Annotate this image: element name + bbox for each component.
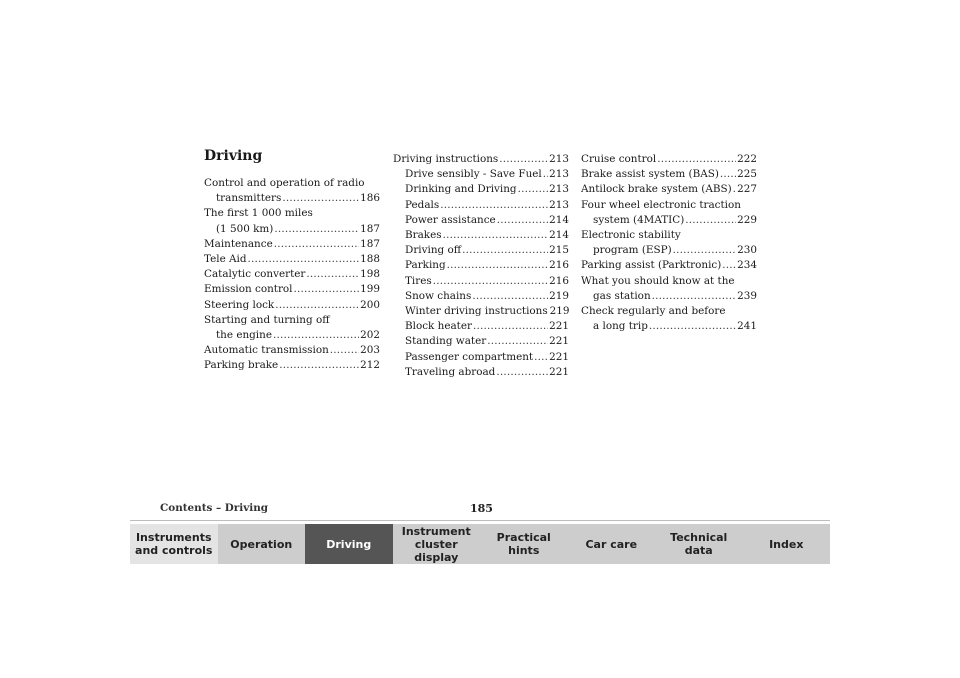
- toc-entry: [581, 274, 757, 289]
- tab-practical-hints[interactable]: Practical hints: [480, 524, 568, 564]
- toc-entry-page: 241: [737, 320, 757, 333]
- dot-leader: [487, 334, 548, 349]
- toc-entry-page: 239: [737, 289, 757, 302]
- toc-entry[interactable]: [393, 289, 569, 304]
- dot-leader: [534, 350, 548, 365]
- toc-entry-page: 215: [549, 244, 569, 257]
- dot-leader: [649, 319, 736, 334]
- toc-entry-title: Passenger compartment: [405, 350, 534, 363]
- toc-entry[interactable]: [204, 328, 380, 343]
- toc-entry[interactable]: [204, 252, 380, 267]
- toc-entry[interactable]: [581, 243, 757, 258]
- toc-entry[interactable]: [393, 334, 569, 349]
- toc-entry-title: Pedals: [405, 198, 440, 211]
- dot-leader: [657, 152, 736, 167]
- toc-entry-page: 221: [549, 335, 569, 348]
- toc-entry-title: The first 1 000 miles: [204, 207, 313, 220]
- dot-leader: [543, 167, 548, 182]
- toc-entry[interactable]: [581, 182, 757, 197]
- toc-entry-title: Control and operation of radio: [204, 177, 365, 189]
- toc-entry[interactable]: [393, 213, 569, 228]
- toc-entry-page: 221: [549, 365, 569, 378]
- toc-entry[interactable]: [393, 152, 569, 167]
- toc-entry-title: Driving off: [405, 244, 462, 257]
- toc-entry-title: Traveling abroad: [405, 365, 496, 378]
- toc-entry[interactable]: [581, 152, 757, 167]
- toc-entry-title: Automatic transmission: [204, 344, 329, 357]
- toc-entry[interactable]: [581, 167, 757, 182]
- dot-leader: [282, 191, 359, 206]
- dot-leader: [733, 182, 737, 197]
- toc-entry-title: Antilock brake system (ABS): [581, 183, 732, 196]
- toc-entry: [204, 176, 380, 191]
- dot-leader: [472, 289, 548, 304]
- toc-entry[interactable]: [204, 343, 380, 358]
- toc-entry-title: Tele Aid: [204, 253, 247, 266]
- dot-leader: [447, 258, 549, 273]
- chapter-tabs: [130, 524, 830, 564]
- toc-entry: [581, 304, 757, 319]
- dot-leader: [496, 365, 548, 380]
- toc-entry-page: 198: [360, 268, 380, 281]
- toc-entry-page: 188: [360, 253, 380, 266]
- toc-entry-title: Standing water: [405, 335, 487, 348]
- dot-leader: [279, 358, 359, 373]
- toc-entry-title: Maintenance: [204, 237, 273, 250]
- dot-leader: [518, 182, 549, 197]
- toc-entry-page: 221: [549, 320, 569, 333]
- tab-technical-data[interactable]: Technical data: [655, 524, 743, 564]
- tab-driving[interactable]: Driving: [305, 524, 393, 564]
- toc-entry-title: (1 500 km): [216, 222, 274, 235]
- toc-entry[interactable]: [393, 198, 569, 213]
- toc-entry[interactable]: [581, 258, 757, 273]
- toc-entry-page: 187: [360, 222, 380, 235]
- tab-index[interactable]: Index: [743, 524, 831, 564]
- toc-entry-page: 199: [360, 283, 380, 296]
- toc-entry[interactable]: [581, 289, 757, 304]
- toc-entry[interactable]: [393, 167, 569, 182]
- dot-leader: [248, 252, 360, 267]
- section-title: Driving: [204, 148, 263, 164]
- dot-leader: [497, 213, 548, 228]
- dot-leader: [443, 228, 549, 243]
- toc-entry-page: 221: [549, 350, 569, 363]
- toc-entry[interactable]: [393, 243, 569, 258]
- toc-entry[interactable]: [204, 191, 380, 206]
- toc-entry-title: transmitters: [216, 192, 282, 205]
- toc-entry-page: 216: [549, 259, 569, 272]
- toc-entry-page: 200: [360, 298, 380, 311]
- toc-entry-page: 213: [549, 198, 569, 211]
- dot-leader: [440, 198, 548, 213]
- dot-leader: [433, 274, 548, 289]
- toc-entry[interactable]: [393, 182, 569, 197]
- dot-leader: [462, 243, 548, 258]
- dot-leader: [652, 289, 737, 304]
- toc-entry-title: Snow chains: [405, 289, 472, 302]
- dot-leader: [673, 243, 737, 258]
- toc-entry-title: What you should know at the: [581, 274, 735, 287]
- toc-entry-title: Tires: [405, 274, 432, 287]
- toc-entry-title: program (ESP): [593, 244, 672, 257]
- toc-entry-page: 213: [549, 168, 569, 181]
- toc-entry-page: 219: [549, 305, 570, 318]
- toc-entry-title: Cruise control: [581, 153, 657, 165]
- toc-entry[interactable]: [204, 358, 380, 373]
- toc-entry-page: 225: [737, 168, 757, 181]
- tab-instruments-and-controls[interactable]: Instruments and controls: [130, 524, 218, 564]
- toc-entry[interactable]: [581, 213, 757, 228]
- toc-entry-page: 216: [549, 274, 569, 287]
- toc-entry[interactable]: [393, 365, 569, 380]
- toc-entry-page: 202: [360, 329, 380, 342]
- dot-leader: [274, 237, 359, 252]
- dot-leader: [275, 298, 359, 313]
- dot-leader: [722, 258, 736, 273]
- tab-operation[interactable]: Operation: [218, 524, 306, 564]
- toc-entry-title: Power assistance: [405, 213, 496, 226]
- toc-entry-title: Starting and turning off: [204, 313, 330, 326]
- toc-entry-title: Brakes: [405, 229, 442, 242]
- dot-leader: [473, 319, 548, 334]
- toc-entry-title: Catalytic converter: [204, 268, 306, 281]
- toc-entry-title: Drive sensibly - Save Fuel: [405, 168, 542, 181]
- toc-entry-page: 214: [549, 229, 569, 242]
- tab-car-care[interactable]: Car care: [568, 524, 656, 564]
- toc-entry-title: the engine: [216, 329, 272, 342]
- toc-entry-title: system (4MATIC): [593, 213, 685, 226]
- toc-entry: [581, 198, 757, 213]
- toc-entry-title: Parking assist (Parktronic): [581, 259, 722, 272]
- toc-column-1: [204, 176, 380, 374]
- dot-leader: [294, 282, 360, 297]
- toc-entry-title: Four wheel electronic traction: [581, 198, 741, 211]
- toc-entry-page: 229: [737, 213, 757, 226]
- toc-entry-page: 222: [737, 153, 757, 165]
- toc-entry[interactable]: [393, 304, 569, 319]
- toc-entry-page: 212: [360, 359, 380, 372]
- toc-entry-page: 230: [737, 244, 757, 257]
- toc-entry[interactable]: [204, 267, 380, 282]
- toc-entry[interactable]: [393, 228, 569, 243]
- toc-entry-page: 203: [360, 344, 380, 357]
- footer-divider: [130, 520, 830, 521]
- toc-entry: [204, 313, 380, 328]
- toc-entry: [204, 206, 380, 221]
- toc-entry[interactable]: [204, 298, 380, 313]
- dot-leader: [330, 343, 359, 358]
- toc-entry[interactable]: [393, 350, 569, 365]
- page-number: 185: [470, 502, 493, 515]
- toc-entry[interactable]: [204, 222, 380, 237]
- tab-instrument-cluster-display[interactable]: Instrument cluster display: [393, 524, 481, 564]
- toc-entry-title: Drinking and Driving: [405, 183, 517, 196]
- toc-entry: [581, 228, 757, 243]
- dot-leader: [273, 328, 359, 343]
- dot-leader: [685, 213, 736, 228]
- toc-entry-title: Steering lock: [204, 298, 275, 311]
- toc-entry-title: Check regularly and before: [581, 305, 726, 318]
- toc-entry[interactable]: [204, 237, 380, 252]
- toc-entry-title: gas station: [593, 289, 651, 302]
- toc-column-2: [393, 152, 569, 380]
- toc-entry-page: 187: [360, 237, 380, 250]
- toc-entry-title: Parking: [405, 259, 446, 272]
- toc-entry[interactable]: [393, 274, 569, 289]
- toc-entry-page: 213: [549, 183, 569, 196]
- toc-entry-page: 219: [549, 289, 569, 302]
- toc-entry-title: Block heater: [405, 320, 472, 333]
- toc-entry-page: 186: [360, 192, 380, 205]
- toc-entry-title: Parking brake: [204, 359, 279, 372]
- toc-entry-title: Electronic stability: [581, 229, 681, 242]
- toc-column-3: [581, 152, 757, 334]
- toc-entry[interactable]: [393, 258, 569, 273]
- toc-entry-title: Brake assist system (BAS): [581, 168, 719, 181]
- toc-entry-title: Emission control: [204, 283, 293, 296]
- toc-entry-page: 213: [549, 153, 569, 165]
- toc-entry-page: 234: [737, 259, 757, 272]
- dot-leader: [720, 167, 736, 182]
- toc-entry-page: 227: [737, 183, 757, 196]
- toc-entry-page: 214: [549, 213, 569, 226]
- toc-entry[interactable]: [204, 282, 380, 297]
- toc-entry[interactable]: [581, 319, 757, 334]
- dot-leader: [499, 152, 548, 167]
- dot-leader: [306, 267, 359, 282]
- footer-section-label: Contents – Driving: [160, 502, 269, 514]
- toc-entry-title: Winter driving instructions: [405, 305, 548, 318]
- toc-entry[interactable]: [393, 319, 569, 334]
- toc-entry-title: Driving instructions: [393, 153, 499, 165]
- dot-leader: [274, 222, 359, 237]
- toc-entry-title: a long trip: [593, 320, 648, 333]
